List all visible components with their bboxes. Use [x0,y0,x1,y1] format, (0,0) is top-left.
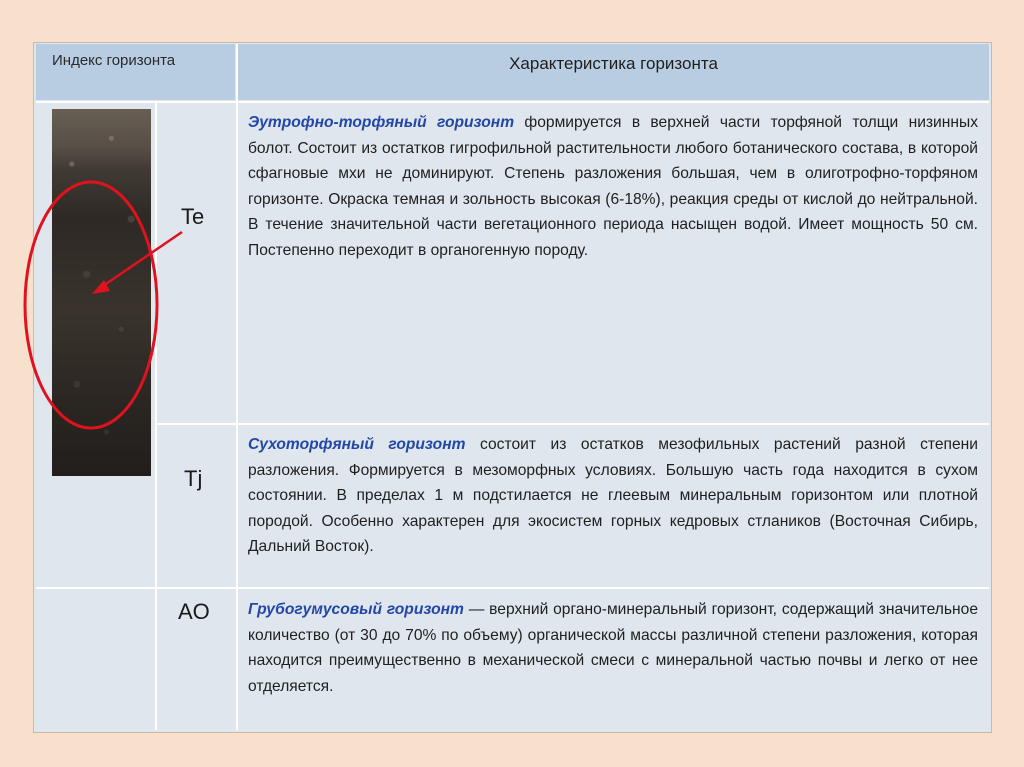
row-divider [155,587,989,589]
horizon-description-te [248,110,978,263]
row-divider [36,587,156,589]
column-divider [155,102,157,730]
row-divider [155,423,989,425]
header-characteristic-label: Характеристика горизонта [509,54,718,73]
horizon-index-tj: Tj [184,466,203,491]
header-characteristic-cell [238,44,989,100]
row-divider [36,101,989,103]
soil-profile-photo [52,109,151,476]
horizon-term: Эутрофно-торфяный горизонт [248,114,515,131]
header-index-label: Индекс горизонта [52,52,176,69]
horizon-index-te: Te [181,204,205,229]
horizon-text: — верхний органо-минеральный горизонт, содержащий значительное количество (от 30 до 70% по объему) органической массы различной степени разложения, которая находится преимущественно в механической смеси с минеральной частью почвы и легко от нее отделяется. [248,601,978,695]
horizon-description-tj [248,432,978,560]
horizon-index-ao: AO [178,599,210,624]
horizon-description-ao [248,597,978,699]
horizon-term: Грубогумусовый горизонт [248,601,464,618]
horizon-text: состоит из остатков мезофильных растений разной степени разложения. Формируется в мезоморфных условиях. Большую часть года находится в сухом состоянии. В пределах 1 м подстилается не глеевым минеральным горизонтом или плотной породой. Особенно характерен для экосистем горных кедровых стлаников (Восточная Сибирь, Дальний Восток). [248,436,978,555]
horizon-term: Сухоторфяный горизонт [248,436,466,453]
horizon-text: формируется в верхней части торфяной толщи низинных болот. Состоит из остатков гигрофильной растительности любого ботанического состава, в которой сфагновые мхи не доминируют. Степень разложения большая, чем в олиготрофно-торфяном горизонте. Окраска темная и зольность высокая (6-18%), реакция среды от кислой до нейтральной. В течение значительной части вегетационного периода насыщен водой. Имеет мощность 50 см. Постепенно переходит в органогенную породу. [248,114,978,259]
column-divider [236,44,238,730]
